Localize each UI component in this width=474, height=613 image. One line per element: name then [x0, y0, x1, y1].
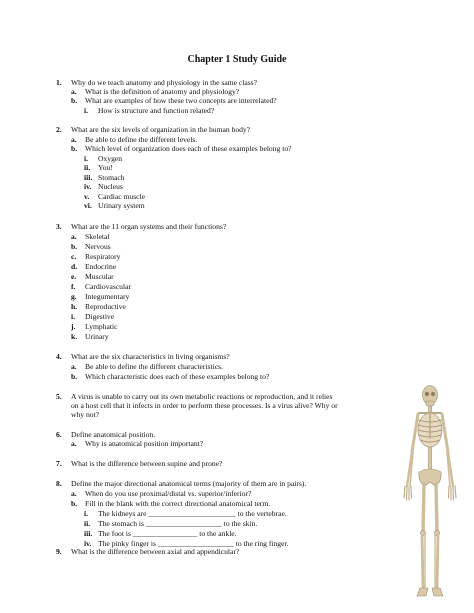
- skeleton-illustration: [395, 382, 465, 612]
- question-number: 1.: [56, 78, 62, 87]
- study-guide-page: Chapter 1 Study Guide 1. Why do we teach anatomy and physiology in the same class? a. What is the definition of anatomy and physiology? b. What are examples of how these two concepts are interrelated? i. How is structure and function related? 2. What are the six levels of organization in the human body? a. Be able to define the different levels. b. Which level of organization does each of these examples belong to? i. Oxygen ii. You! iii. Stomach iv. Nucleus v. Cardiac muscle vi. Urinary system 3. What are the 11 organ systems and their functions? a. Skeletal b. Nervous c. Respiratory d. Endocrine e. Muscular f. Cardiovascular g. Integumentary h. Reproductive i. Digestive j. Lymphatic k. Urinary 4. What are the six characteristics in living organisms? a. Be able to define the different characteristics. b. Which characteristic does each of these examples belong to? 5. A virus is unable to carry out its own metabolic reactions or reproduction, and it relies on a host cell that it infects in order to perform these processes. Is a virus alive? Why or why not? 6. Define anatomical position. a. Why is anatomical position important? 7. What is the difference between supine and prone? 8. Define the major directional anatomical terms (majority of them are in pairs). a. When do you use proximal/distal vs. superior/inferior? b. Fill in the blank with the correct directional anatomical term. i. The kidneys are _______________________ to the vertebrae. ii. The stomach is ____________________ to the skin. iii. The foot is _________________ to the ankle. iv. The pinky finger is ____________________ to the ring finger. 9. What is the difference between axial and appendicular?: [0, 0, 474, 613]
- page-title: Chapter 1 Study Guide: [187, 54, 287, 65]
- question-text: Why do we teach anatomy and physiology in the same class?: [71, 78, 257, 87]
